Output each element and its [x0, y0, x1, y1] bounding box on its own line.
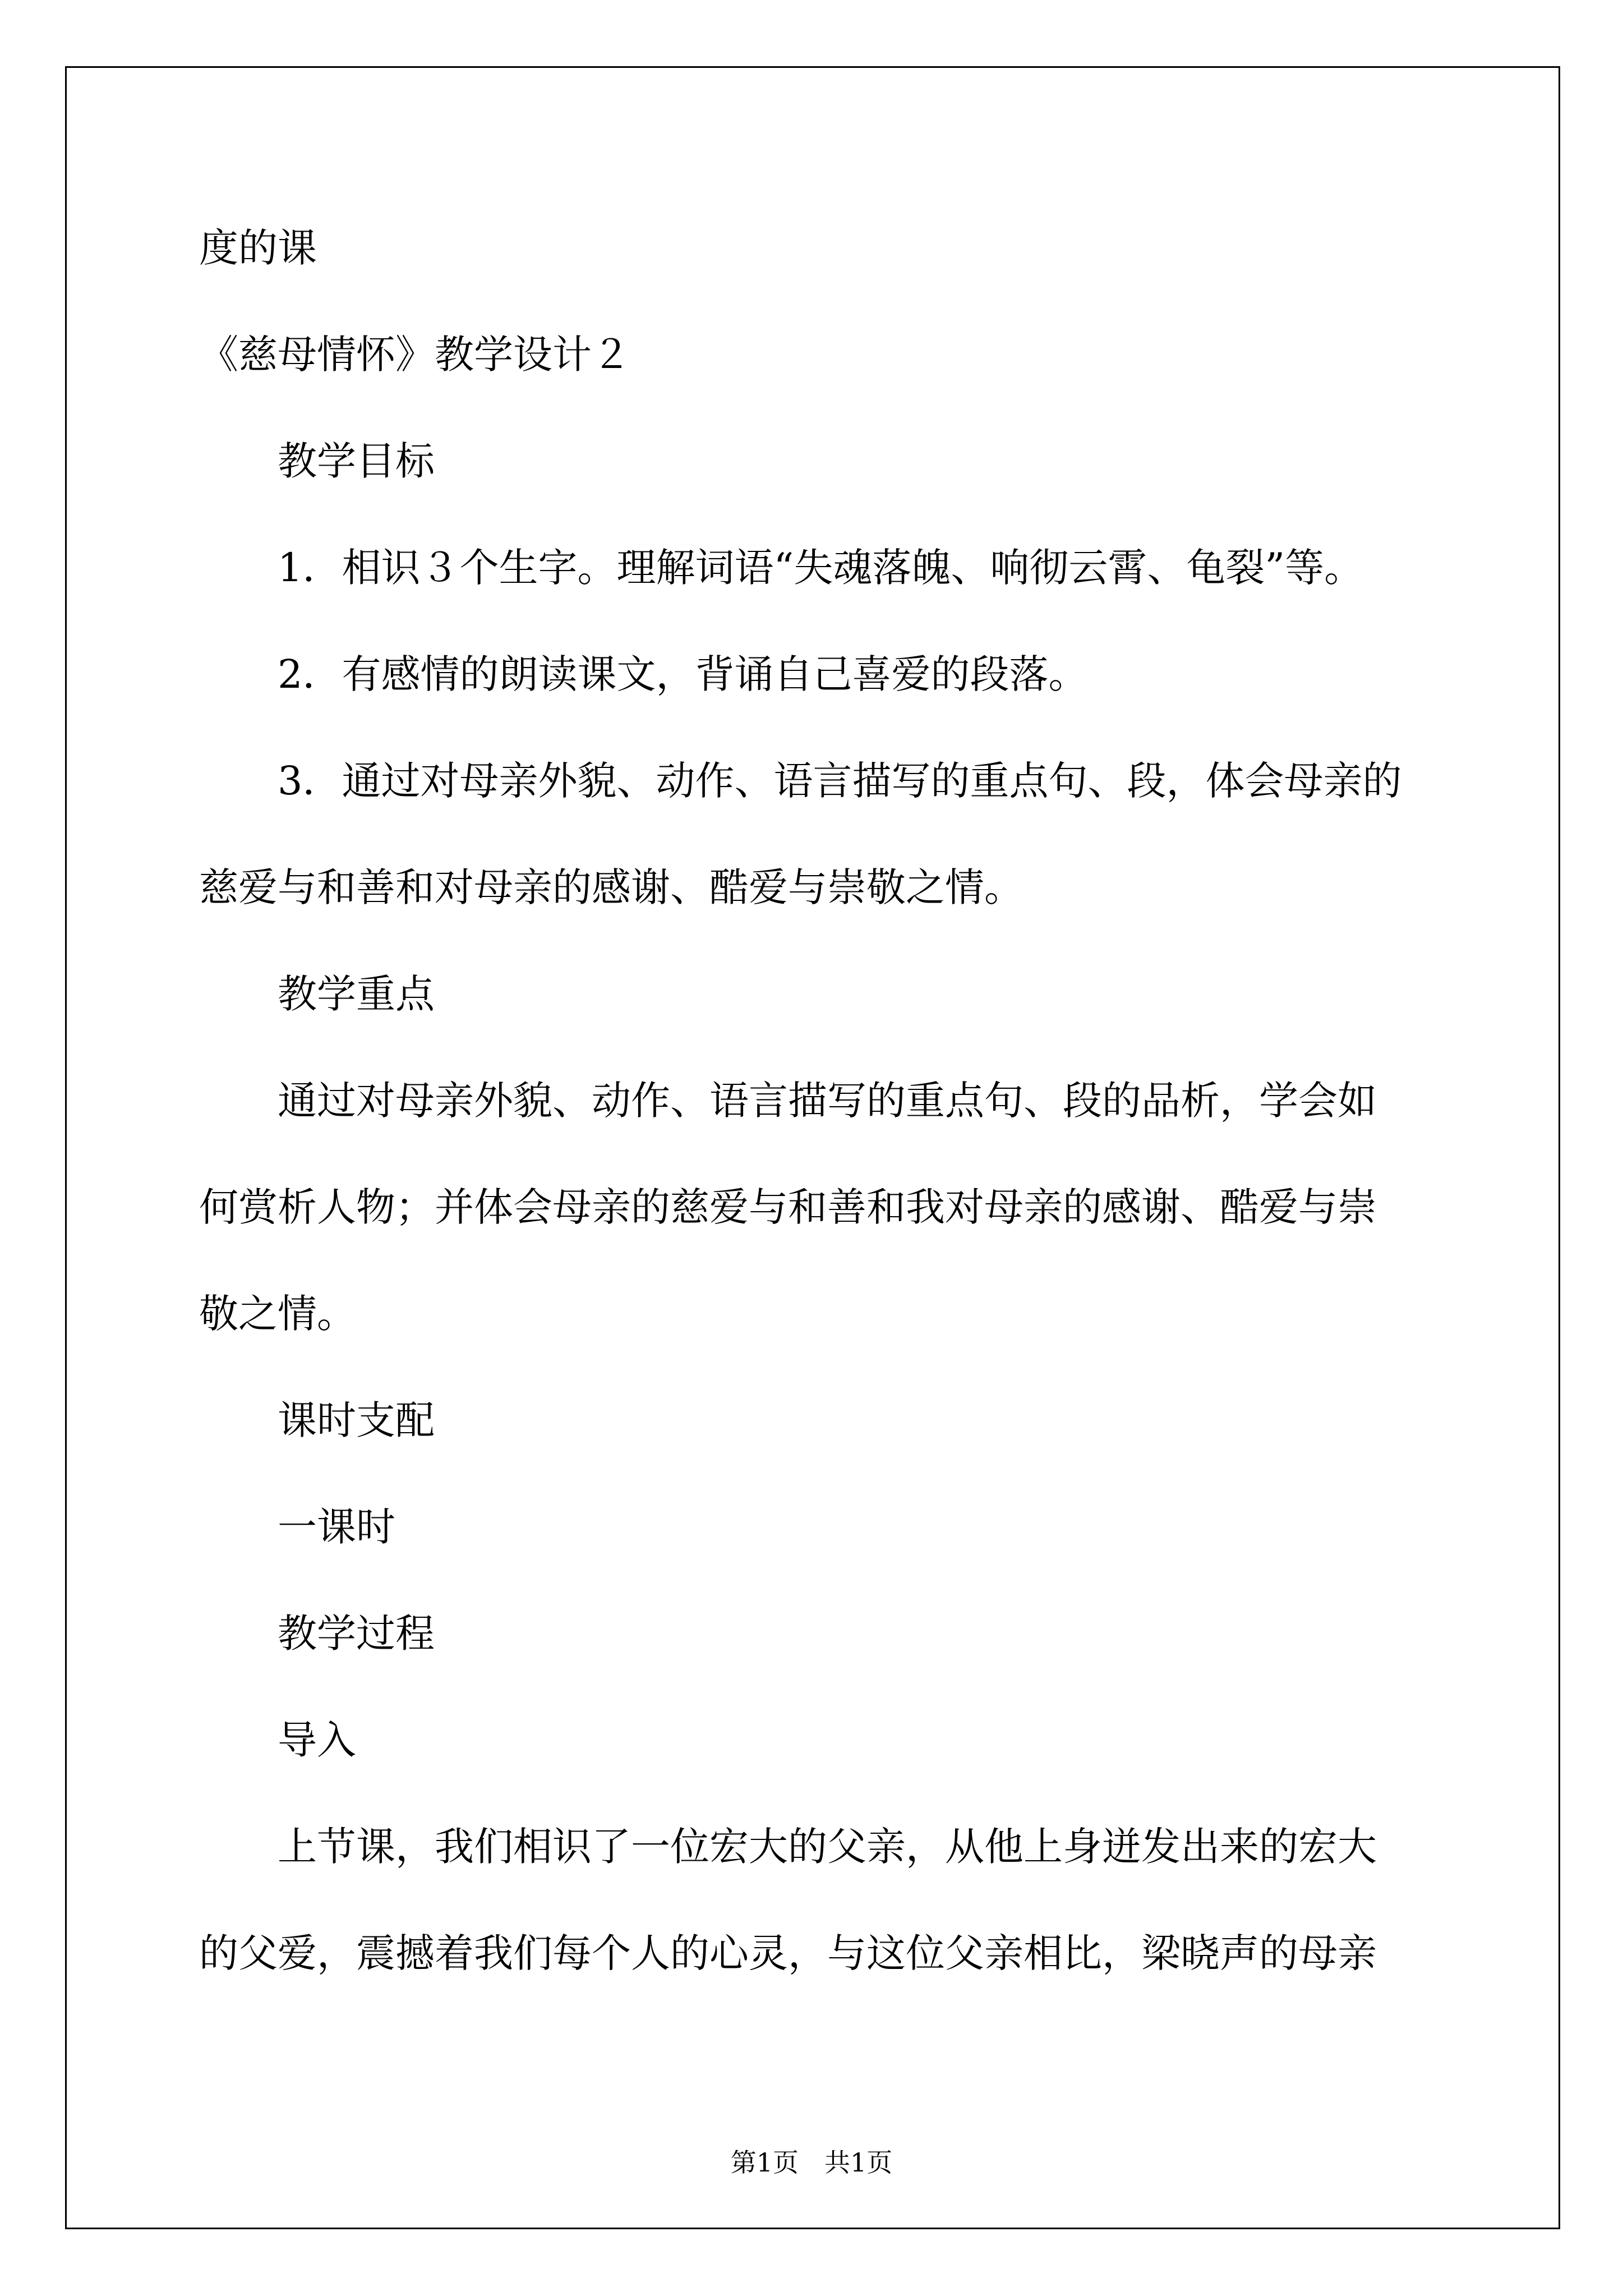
- page-number-footer: 第1页 共1页: [730, 2147, 893, 2178]
- text-line: 一课时: [199, 1504, 395, 1550]
- section-heading: 教学目标: [199, 438, 435, 484]
- text-line: 3．通过对母亲外貌、动作、语言描写的重点句、段，体会母亲的: [199, 758, 1402, 804]
- text-line: 上节课，我们相识了一位宏大的父亲，从他上身迸发出来的宏大: [199, 1824, 1377, 1870]
- section-heading: 教学过程: [199, 1611, 435, 1657]
- section-heading: 导入: [199, 1717, 356, 1763]
- text-line: 度的课: [199, 225, 317, 271]
- text-line: 1．相识３个生字。理解词语“失魂落魄、响彻云霄、龟裂”等。: [199, 545, 1364, 591]
- page-border: [65, 66, 1560, 2229]
- section-heading: 教学重点: [199, 971, 435, 1017]
- text-line: 的父爱，震撼着我们每个人的心灵，与这位父亲相比，梁晓声的母亲: [199, 1930, 1377, 1976]
- text-line: 2．有感情的朗读课文，背诵自己喜爱的段落。: [199, 651, 1088, 697]
- text-line: 何赏析人物；并体会母亲的慈爱与和善和我对母亲的感谢、酷爱与崇: [199, 1184, 1377, 1230]
- text-line: 《慈母情怀》教学设计２: [199, 332, 631, 378]
- section-heading: 课时支配: [199, 1397, 435, 1443]
- text-line: 通过对母亲外貌、动作、语言描写的重点句、段的品析，学会如: [199, 1078, 1377, 1124]
- text-line: 慈爱与和善和对母亲的感谢、酷爱与崇敬之情。: [199, 864, 1023, 910]
- text-line: 敬之情。: [199, 1291, 356, 1337]
